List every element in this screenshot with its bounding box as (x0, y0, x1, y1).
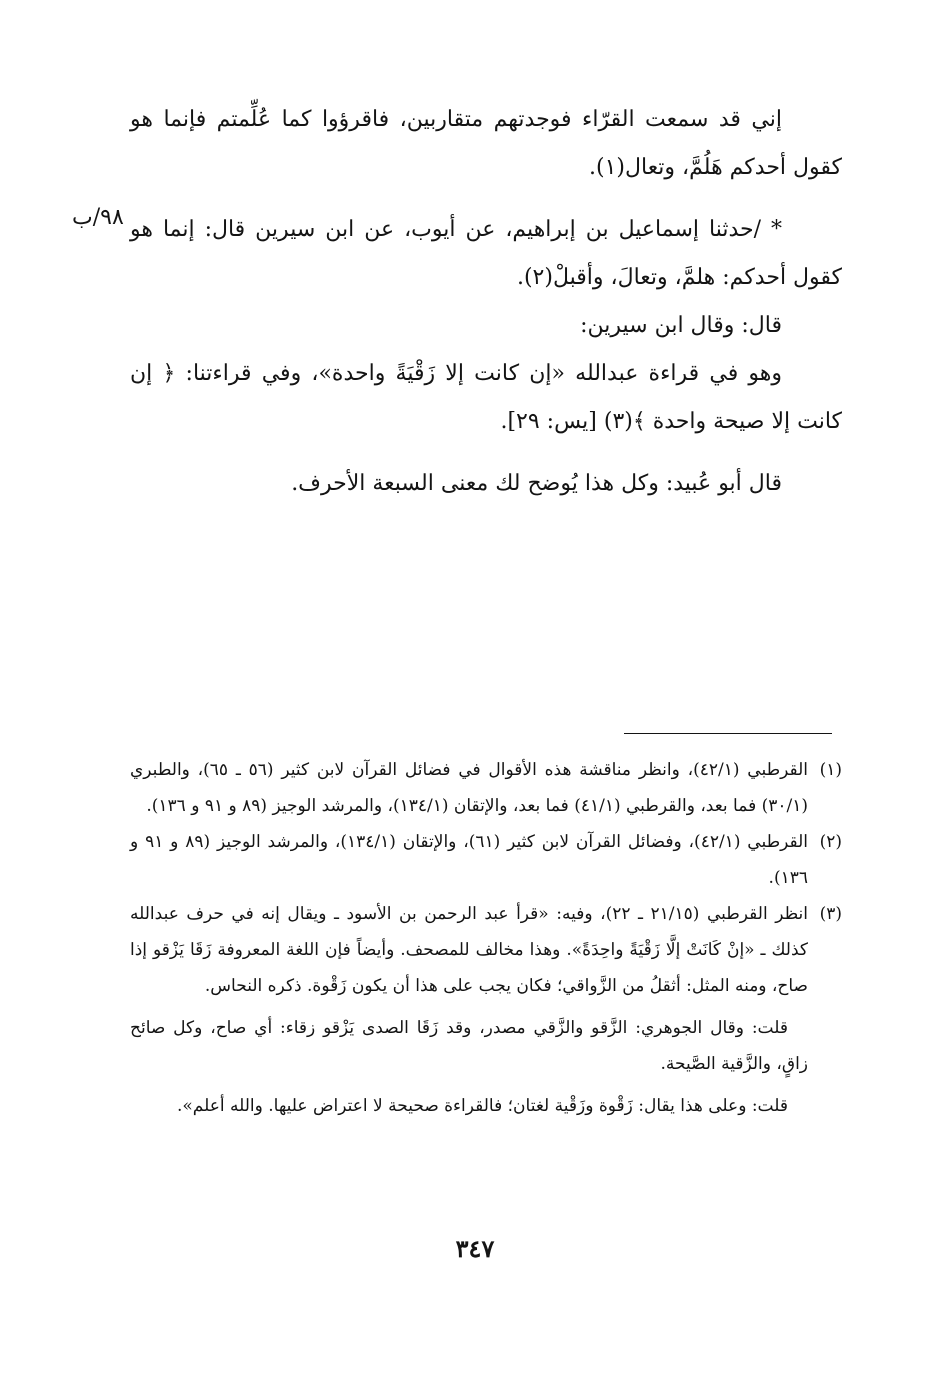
footnote-number: (٣) (819, 904, 842, 924)
paragraph-5: قال أبو عُبيد: وكل هذا يُوضح لك معنى السبعة الأحرف. (291, 471, 782, 496)
footnote-number: (١) (819, 760, 842, 780)
paragraph-4: وهو في قراءة عبدالله «إن كانت إلا زَقْيَةً واحدة»، وفي قراءتنا: ﴿ إن كانت إلا صيحة واحدة ﴾(٣) [يس: ٢٩]. (130, 361, 842, 434)
footnote-text: القرطبي (٤٢/١)، وانظر مناقشة هذه الأقوال في فضائل القرآن لابن كثير (٥٦ ـ ٦٥)، والطبري (٣٠/١) فما بعد، والقرطبي (٤١/١) فما بعد، والإتقان (١٣٤/١)، والمرشد الوجيز (٨٩ و ٩١ و ١٣٦). (130, 760, 808, 816)
footnote-text: انظر القرطبي (٢١/١٥ ـ ٢٢)، وفيه: «قرأ عبد الرحمن بن الأسود ـ ويقال إنه في حرف عبدالله كذلك ـ «إنْ كَانَتْ إلَّا زَقْيَةً واحِدَةً». وهذا مخالف للمصحف. وأيضاً فإن اللغة المعروفة زَقَا يَزْقو إذا صاح، ومنه المثل: أثقلُ من الزَّواقي؛ فكان يجب على هذا أن يكون زَقْوة. ذكره النحاس. (130, 904, 808, 996)
paragraph-3: قال: وقال ابن سيرين: (580, 313, 782, 338)
manuscript-folio-ref: ٩٨/ب (72, 205, 124, 230)
footnote-1 (130, 752, 842, 824)
footnote-3-continuation: قلت: وقال الجوهري: الزَّقو والزَّقي مصدر، وقد زَقَا الصدى يَزْقو زقاء: أي صاح، وكل صائح زاقٍ، والزَّقية الصَّيحة. (130, 1018, 808, 1074)
paragraph-2: * /حدثنا إسماعيل بن إبراهيم، عن أيوب، عن ابن سيرين قال: إنما هو كقول أحدكم: هلمَّ، وتعالَ، وأقبلْ(٢). (130, 217, 842, 290)
footnote-text: القرطبي (٤٢/١)، وفضائل القرآن لابن كثير (٦١)، والإتقان (١٣٤/١)، والمرشد الوجيز (٨٩ و ٩١ و ١٣٦). (130, 832, 809, 888)
main-text (130, 96, 842, 508)
footnote-number: (٢) (819, 832, 842, 852)
footnote-2 (130, 824, 842, 896)
footnote-separator (624, 733, 832, 734)
footnotes (130, 752, 842, 1124)
footnote-3 (130, 896, 842, 1004)
page-number: ٣٤٧ (455, 1234, 495, 1263)
footnote-3-continuation: قلت: وعلى هذا يقال: زَقْوة وزَقْية لغتان؛ فالقراءة صحيحة لا اعتراض عليها. والله أعلم». (176, 1096, 788, 1116)
paragraph-1: إني قد سمعت القرّاء فوجدتهم متقاربين، فاقرؤوا كما عُلِّمتم فإنما هو كقول أحدكم هَلُمَّ، وتعال(١). (130, 107, 842, 180)
